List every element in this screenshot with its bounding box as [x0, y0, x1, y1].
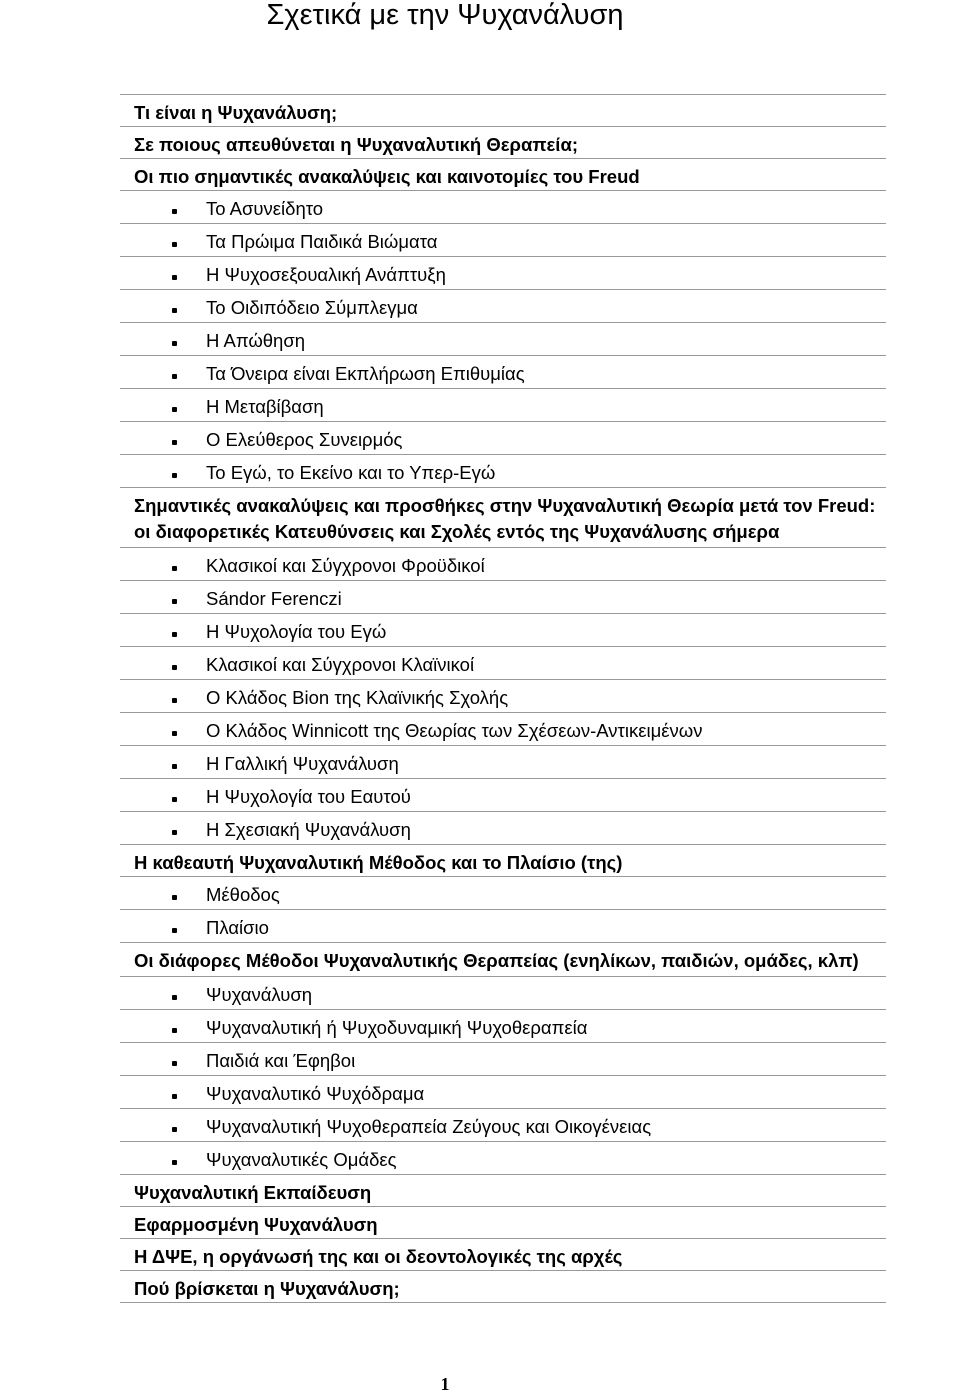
list-item-label: Ψυχαναλυτικό Ψυχόδραμα [206, 1083, 425, 1104]
bullet-icon [172, 308, 177, 313]
bullet-icon [172, 407, 177, 412]
list-item [120, 746, 886, 779]
list-item-label: Η Ψυχολογία του Εγώ [206, 621, 387, 642]
bullet-icon [172, 440, 177, 445]
list-item [120, 224, 886, 257]
toc-heading-what-is-psychoanalysis: Τι είναι η Ψυχανάλυση; [120, 95, 886, 127]
bullet-icon [172, 1160, 177, 1165]
list-item-label: Ψυχαναλυτική ή Ψυχοδυναμική Ψυχοθεραπεία [206, 1017, 588, 1038]
list-item-label: Παιδιά και Έφηβοι [206, 1050, 356, 1071]
table-of-contents [120, 94, 886, 1303]
bullet-icon [172, 1028, 177, 1033]
toc-heading-post-freud-schools: Σημαντικές ανακαλύψεις και προσθήκες στην Ψυχαναλυτική Θεωρία μετά τον Freud: οι διαφορετικές Κατευθύνσεις και Σχολές εντός της Ψυχανάλυσης σήμερα [120, 488, 886, 548]
list-item-label: Η Απώθηση [206, 330, 306, 351]
toc-heading-training: Ψυχαναλυτική Εκπαίδευση [120, 1175, 886, 1207]
list-item-label: Sándor Ferenczi [206, 588, 342, 609]
list-item-label: Ο Κλάδος Bion της Κλαϊνικής Σχολής [206, 687, 509, 708]
list-item-label: Τα Πρώιμα Παιδικά Βιώματα [206, 231, 438, 252]
bullet-icon [172, 341, 177, 346]
list-item [120, 1076, 886, 1109]
bullet-icon [172, 665, 177, 670]
list-item-label: Κλασικοί και Σύγχρονοι Φροϋδικοί [206, 555, 485, 576]
list-item-label: Η Ψυχολογία του Εαυτού [206, 786, 411, 807]
bullet-icon [172, 473, 177, 478]
toc-heading-applied: Εφαρμοσμένη Ψυχανάλυση [120, 1207, 886, 1239]
list-item-label: Ψυχαναλυτικές Ομάδες [206, 1149, 397, 1170]
bullet-icon [172, 797, 177, 802]
bullet-icon [172, 566, 177, 571]
bullet-icon [172, 764, 177, 769]
bullet-icon [172, 1127, 177, 1132]
list-item [120, 647, 886, 680]
page-number: 1 [440, 1374, 450, 1394]
list-item-label: Ο Κλάδος Winnicott της Θεωρίας των Σχέσεων-Αντικειμένων [206, 720, 703, 741]
bullet-icon [172, 242, 177, 247]
bullet-icon [172, 374, 177, 379]
list-item-label: Το Οιδιπόδειο Σύμπλεγμα [206, 297, 418, 318]
list-item [120, 191, 886, 224]
list-item-label: Ψυχαναλυτική Ψυχοθεραπεία Ζεύγους και Οικογένειας [206, 1116, 652, 1137]
list-item [120, 290, 886, 323]
list-item [120, 910, 886, 943]
toc-heading-who-is-therapy-for: Σε ποιους απευθύνεται η Ψυχαναλυτική Θεραπεία; [120, 127, 886, 159]
list-item-label: Ψυχανάλυση [206, 984, 313, 1005]
bullet-icon [172, 275, 177, 280]
list-item-label: Το Ασυνείδητο [206, 198, 324, 219]
list-item [120, 977, 886, 1010]
toc-heading-method-and-frame: Η καθεαυτή Ψυχαναλυτική Μέθοδος και το Πλαίσιο (της) [120, 845, 886, 877]
list-item [120, 356, 886, 389]
list-item [120, 877, 886, 910]
page-title: Σχετικά με την Ψυχανάλυση [266, 0, 624, 31]
list-item-label: Πλαίσιο [206, 917, 269, 938]
list-item-label: Η Σχεσιακή Ψυχανάλυση [206, 819, 411, 840]
list-item [120, 812, 886, 845]
list-item [120, 779, 886, 812]
list-item-label: Ο Ελεύθερος Συνειρμός [206, 429, 403, 450]
list-item [120, 422, 886, 455]
list-item-label: Κλασικοί και Σύγχρονοι Κλαϊνικοί [206, 654, 475, 675]
list-item [120, 614, 886, 647]
bullet-icon [172, 830, 177, 835]
bullet-icon [172, 995, 177, 1000]
list-item [120, 257, 886, 290]
bullet-icon [172, 209, 177, 214]
list-item [120, 1043, 886, 1076]
list-item-label: Το Εγώ, το Εκείνο και το Υπερ-Εγώ [206, 462, 496, 483]
list-item [120, 455, 886, 488]
list-item [120, 581, 886, 614]
bullet-icon [172, 1061, 177, 1066]
list-item [120, 680, 886, 713]
bullet-icon [172, 895, 177, 900]
list-item-label: Τα Όνειρα είναι Εκπλήρωση Επιθυμίας [206, 363, 525, 384]
list-item-label: Η Ψυχοσεξουαλική Ανάπτυξη [206, 264, 446, 285]
bullet-icon [172, 928, 177, 933]
list-item [120, 713, 886, 746]
list-item-label: Η Μεταβίβαση [206, 396, 324, 417]
list-item [120, 389, 886, 422]
list-item [120, 1142, 886, 1175]
bullet-icon [172, 632, 177, 637]
list-item [120, 1109, 886, 1142]
list-item [120, 323, 886, 356]
list-item [120, 548, 886, 581]
list-item [120, 1010, 886, 1043]
list-item-label: Μέθοδος [206, 884, 280, 905]
toc-heading-organization: Η ΔΨΕ, η οργάνωσή της και οι δεοντολογικές της αρχές [120, 1239, 886, 1271]
bullet-icon [172, 1094, 177, 1099]
toc-heading-freud-discoveries: Οι πιο σημαντικές ανακαλύψεις και καινοτομίες του Freud [120, 159, 886, 191]
bullet-icon [172, 698, 177, 703]
bullet-icon [172, 599, 177, 604]
bullet-icon [172, 731, 177, 736]
toc-heading-where-is: Πού βρίσκεται η Ψυχανάλυση; [120, 1271, 886, 1303]
list-item-label: Η Γαλλική Ψυχανάλυση [206, 753, 399, 774]
toc-heading-therapy-methods: Οι διάφορες Μέθοδοι Ψυχαναλυτικής Θεραπείας (ενηλίκων, παιδιών, ομάδες, κλπ) [120, 943, 886, 977]
